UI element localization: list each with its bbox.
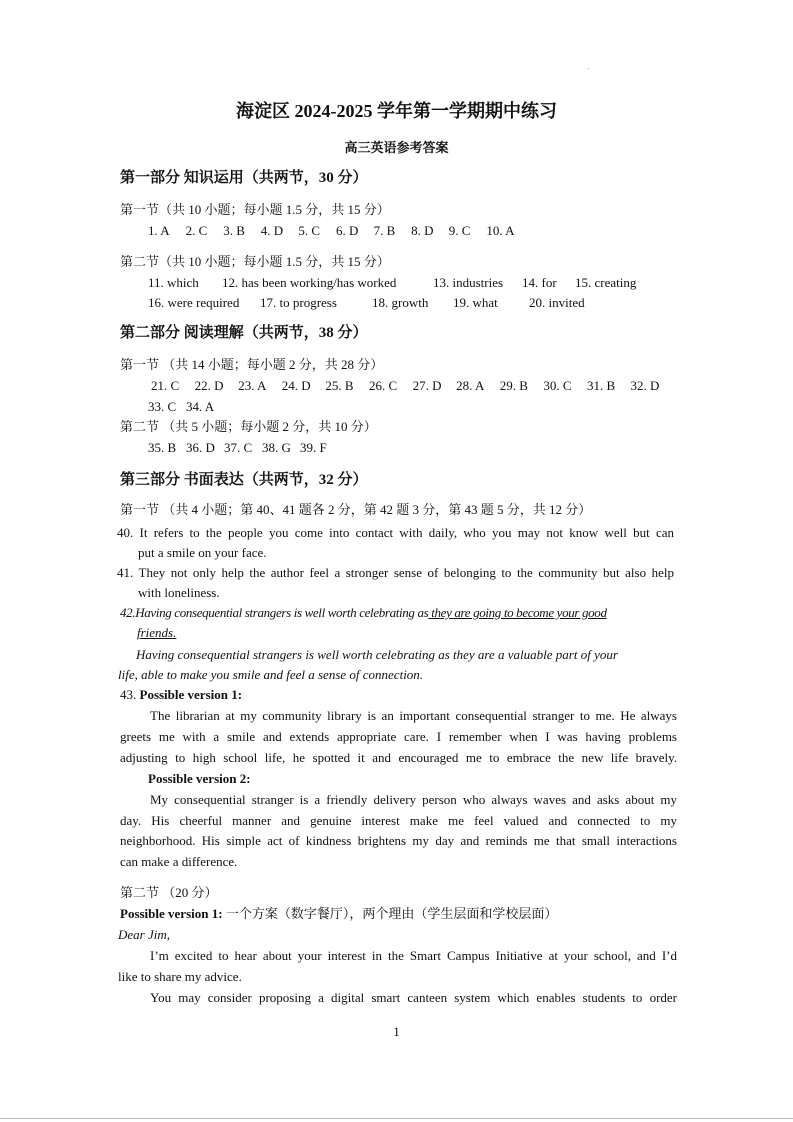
paragraph-line: can make a difference. <box>120 854 238 869</box>
q41-line: 41. They not only help the author feel a stronger sense of belonging to the community but also help <box>117 565 674 580</box>
q40-line: put a smile on your face. <box>138 545 267 560</box>
answer: 37. C <box>224 440 253 455</box>
answer: 1. A <box>148 223 170 238</box>
paragraph-line: I’m excited to hear about your interest in the Smart Campus Initiative at your school, and I’d <box>150 948 677 963</box>
q41-line: with loneliness. <box>138 585 220 600</box>
answer: 9. C <box>448 223 471 238</box>
answer: 23. A <box>238 378 267 393</box>
version-label: Possible version 1: <box>120 906 223 921</box>
answer: 26. C <box>368 378 398 393</box>
answer: 33. C <box>148 399 177 414</box>
answer: 11. which <box>148 275 199 290</box>
answer: 3. B <box>223 223 245 238</box>
answer: 7. B <box>373 223 396 238</box>
answer: 4. D <box>260 223 284 238</box>
page-subtitle: 高三英语参考答案 <box>344 140 449 155</box>
q42-line <box>120 605 607 621</box>
part3-sec1-heading: 第一节 （共 4 小题；第 40、41 题各 2 分，第 42 题 3 分，第 43 题 5 分，共 12 分） <box>120 502 592 517</box>
version-label: Possible version 2: <box>148 771 251 786</box>
answer: 17. to progress <box>260 295 337 310</box>
version-note: 一个方案（数字餐厅），两个理由（学生层面和学校层面） <box>222 906 558 921</box>
part1-sec2-heading: 第二节（共 10 小题；每小题 1.5 分，共 15 分） <box>120 254 390 269</box>
answer: 39. F <box>300 440 327 455</box>
q42-line: friends. <box>137 625 177 640</box>
part2-sec2-heading: 第二节 （共 5 小题；每小题 2 分，共 10 分） <box>120 419 377 434</box>
answer: 8. D <box>411 223 434 238</box>
q42-alt-line: Having consequential strangers is well worth celebrating as they are a valuable part of your <box>136 647 618 662</box>
answer: 25. B <box>325 378 354 393</box>
paragraph-line: The librarian at my community library is an important consequential stranger to me. He always <box>150 708 677 723</box>
part3-heading: 第三部分 书面表达（共两节，32 分） <box>120 472 368 488</box>
part2-sec1-heading: 第一节 （共 14 小题；每小题 2 分，共 28 分） <box>120 357 384 372</box>
answer: 36. D <box>186 440 215 455</box>
speck <box>588 68 589 69</box>
page-title: 海淀区 2024-2025 学年第一学期期中练习 <box>236 101 557 121</box>
answer: 10. A <box>486 223 515 238</box>
paragraph-line: greets me with a smile and extends appropriate care. I remember when I was having problems <box>120 729 677 744</box>
part1-heading: 第一部分 知识运用（共两节，30 分） <box>120 170 368 186</box>
q42-underlined: they are going to become your good <box>428 605 607 620</box>
part1-sec1-answers <box>148 223 524 239</box>
answer: 20. invited <box>529 295 585 310</box>
paragraph-line: adjusting to high school life, he spotted it and encouraged me to embrace the new life bravely. <box>120 750 677 765</box>
answer: 31. B <box>586 378 616 393</box>
part1-sec1-heading: 第一节（共 10 小题；每小题 1.5 分，共 15 分） <box>120 202 390 217</box>
answer: 13. industries <box>433 275 504 290</box>
answer: 22. D <box>194 378 224 393</box>
paragraph-line: You may consider proposing a digital smart canteen system which enables students to order <box>150 990 677 1005</box>
q43-heading <box>120 687 242 703</box>
q40-line: 40. It refers to the people you come into contact with daily, who you may not know well but can <box>117 525 674 540</box>
letter-greeting: Dear Jim, <box>118 927 170 942</box>
part2-heading: 第二部分 阅读理解（共两节，38 分） <box>120 325 368 341</box>
part3-sec2-heading: 第二节 （20 分） <box>120 885 218 900</box>
answer: 21. C <box>151 378 180 393</box>
answer: 30. C <box>543 378 572 393</box>
part2-sec2-answers <box>148 440 338 456</box>
answer: 35. B <box>148 440 177 455</box>
answer: 12. has been working/has worked <box>222 275 397 290</box>
page-number: 1 <box>393 1024 400 1039</box>
answer: 29. B <box>499 378 528 393</box>
answer: 32. D <box>630 378 660 393</box>
answer: 18. growth <box>372 295 429 310</box>
part2-sec1-answers-2 <box>148 399 224 415</box>
paragraph-line: My consequential stranger is a friendly delivery person who always waves and asks about my <box>150 792 677 807</box>
answer: 14. for <box>522 275 557 290</box>
paragraph-line: neighborhood. His simple act of kindness brightens my day and reminds me that small interactions <box>120 833 677 848</box>
answer: 27. D <box>412 378 442 393</box>
part2-sec1-answers <box>151 378 674 394</box>
answer: 16. were required <box>148 295 240 310</box>
version-label: Possible version 1: <box>139 687 243 702</box>
sec2-version-line <box>120 906 557 922</box>
answer: 28. A <box>456 378 485 393</box>
answer: 38. G <box>262 440 291 455</box>
answer: 24. D <box>281 378 311 393</box>
answer: 6. D <box>335 223 359 238</box>
paragraph-line: like to share my advice. <box>118 969 242 984</box>
page-bottom-divider <box>0 1118 793 1119</box>
q42-alt-line: life, able to make you smile and feel a sense of connection. <box>118 667 424 682</box>
q42-lead: 42.Having consequential strangers is well worth celebrating as <box>120 605 429 620</box>
answer: 5. C <box>298 223 321 238</box>
answer: 34. A <box>186 399 215 414</box>
answer: 15. creating <box>575 275 637 290</box>
q43-label: 43. <box>120 687 140 702</box>
paragraph-line: day. His cheerful manner and genuine interest make me feel valued and connected to my <box>120 813 677 828</box>
answer: 19. what <box>453 295 498 310</box>
answer: 2. C <box>185 223 208 238</box>
